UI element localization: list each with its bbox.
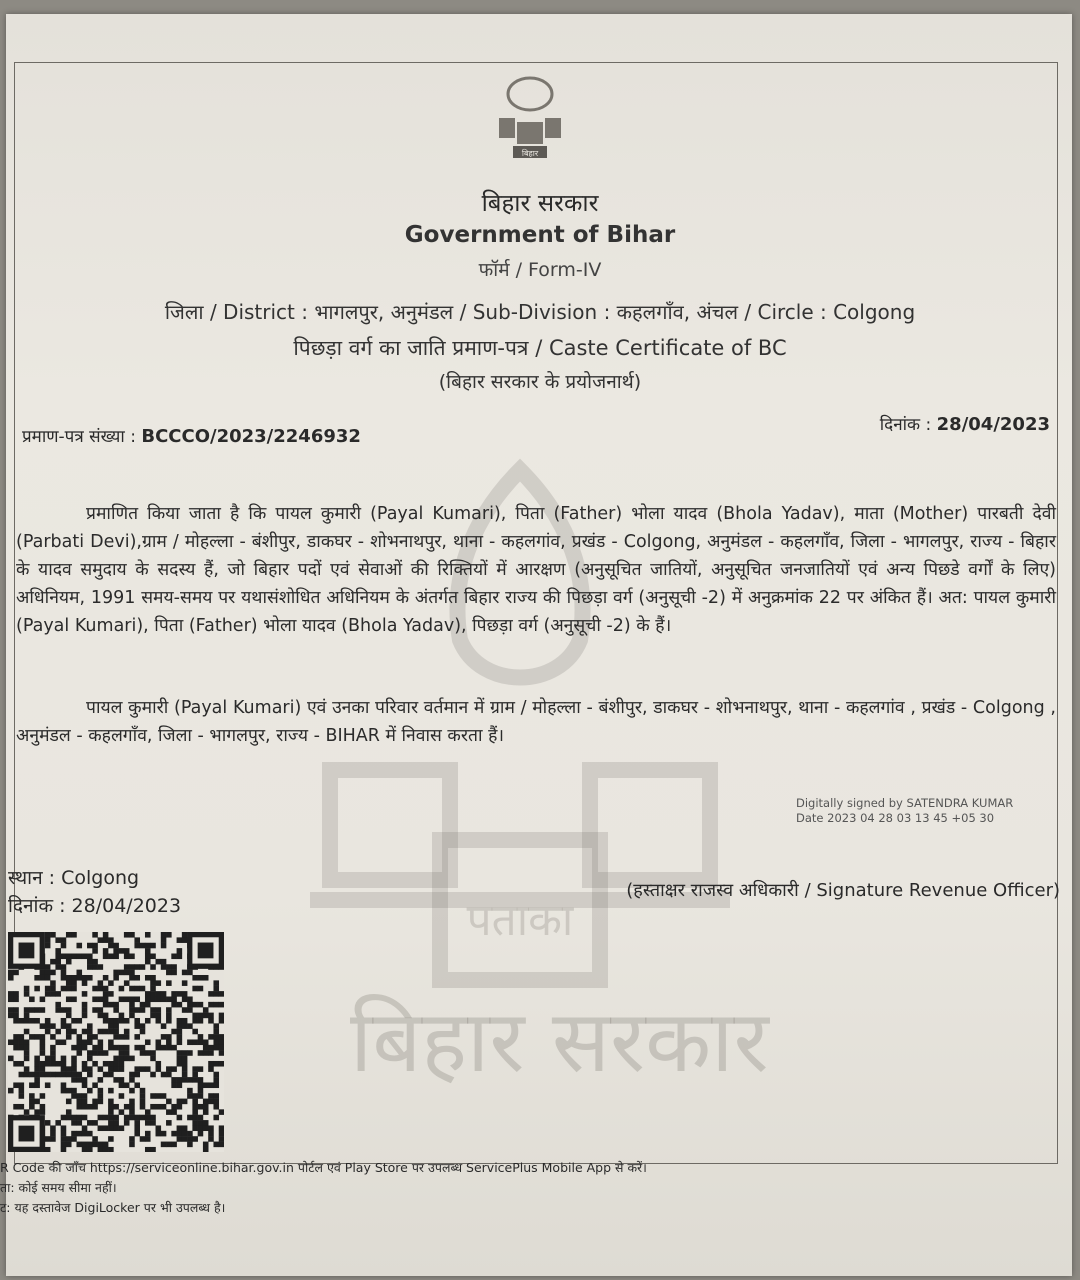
certificate-date [880, 412, 1050, 435]
bihar-seal-icon [485, 72, 575, 164]
title-hindi: बिहार सरकार [481, 189, 599, 217]
certificate-number-label: प्रमाण-पत्र संख्या : [22, 427, 136, 447]
footer-notes [0, 1158, 647, 1218]
footer-verify-line: R Code की जाँच https://serviceonline.bihar.gov.in पोर्टल एवं Play Store पर उपलब्ध ServicePlus Mobile App से करें। [0, 1160, 647, 1175]
digital-signature [796, 796, 1013, 826]
certificate-body-paragraph-1: प्रमाणित किया जाता है कि पायल कुमारी (Payal Kumari), पिता (Father) भोला यादव (Bhola Yadav), माता (Mother) पारबती देवी (Parbati Devi),ग्राम / मोहल्ला - बंशीपुर, डाकघर - शोभनाथपुर, थाना - कहलगांव, प्रखंड - Colgong, अनुमंडल - कहलगाँव, जिला - भागलपुर, राज्य - बिहार के यादव समुदाय के सदस्य हैं, जो बिहार पदों एवं सेवाओं की रिक्तियों में आरक्षण (अनुसूचित जातियों, अनुसूचित जनजातियों एवं अन्य पिछडे वर्गों के लिए) अधिनियम, 1991 समय-समय पर यथासंशोधित अधिनियम के अंतर्गत बिहार राज्य की पिछड़ा वर्ग (अनुसूची -2) में अनुक्रमांक 22 पर अंकित हैं। अत: पायल कुमारी (Payal Kumari), पिता (Father) भोला यादव (Bhola Yadav), पिछड़ा वर्ग (अनुसूची -2) के हैं। [16, 504, 1056, 636]
certificate-number [22, 424, 361, 447]
certificate-date-value: 28/04/2023 [936, 414, 1050, 435]
digital-signature-name: Digitally signed by SATENDRA KUMAR [796, 796, 1014, 810]
issue-date-label: दिनांक : 28/04/2023 [8, 895, 182, 917]
qr-code-icon[interactable] [8, 932, 224, 1152]
footer-digilocker-line: ट: यह दस्तावेज DigiLocker पर भी उपलब्ध है। [0, 1200, 226, 1215]
place-date-block [8, 864, 181, 920]
certificate-number-value: BCCCO/2023/2246932 [141, 426, 361, 447]
seal-text: बिहार [521, 149, 539, 158]
form-label: फॉर्म / Form-IV [478, 259, 602, 281]
certificate-title: पिछड़ा वर्ग का जाति प्रमाण-पत्र / Caste Certificate of BC [293, 336, 787, 360]
certificate-date-label: दिनांक : [879, 415, 932, 435]
district-line: जिला / District : भागलपुर, अनुमंडल / Sub-Division : कहलगाँव, अंचल / Circle : Colgong [164, 300, 916, 324]
certificate-purpose: (बिहार सरकार के प्रयोजनार्थ) [438, 371, 642, 393]
place-label: स्थान : Colgong [8, 867, 140, 889]
watermark-emblem-text: पताका [466, 895, 574, 946]
signature-label: (हस्ताक्षर राजस्व अधिकारी / Signature Revenue Officer) [626, 880, 1060, 901]
footer-validity-line: ता: कोई समय सीमा नहीं। [0, 1180, 117, 1195]
watermark-text: बिहार सरकार [350, 992, 769, 1092]
title-english: Government of Bihar [404, 222, 676, 248]
digital-signature-date: Date 2023 04 28 03 13 45 +05 30 [796, 811, 995, 825]
certificate-body-paragraph-2: पायल कुमारी (Payal Kumari) एवं उनका परिवार वर्तमान में ग्राम / मोहल्ला - बंशीपुर, डाकघर - शोभनाथपुर, थाना - कहलगांव , प्रखंड - Colgong , अनुमंडल - कहलगाँव, जिला - भागलपुर, राज्य - BIHAR में निवास करता हैं। [16, 698, 1056, 746]
